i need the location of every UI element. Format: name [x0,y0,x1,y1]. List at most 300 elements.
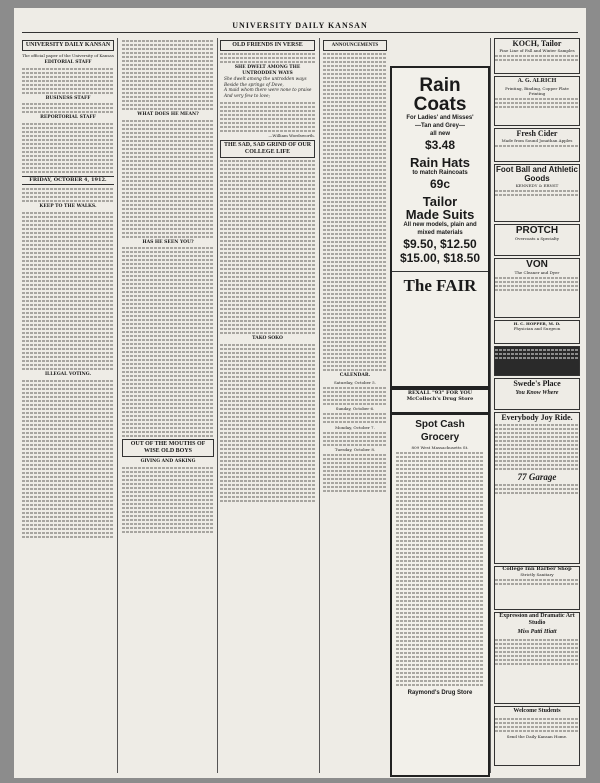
text-line [323,317,387,319]
text-line [323,157,387,159]
text-line [22,147,114,149]
text-line [122,331,214,333]
text-line [22,476,114,478]
text-line [396,576,484,578]
text-line [22,464,114,466]
text-line [22,312,114,314]
text-line [220,312,315,314]
barber-shop-ad [494,566,580,610]
text-line [323,490,387,492]
text-line [22,508,114,510]
text-line [220,476,315,478]
text-line [495,448,579,450]
text-line [220,224,315,226]
text-line [22,228,114,230]
text-line [122,156,214,158]
staff-heading: BUSINESS STAFF [45,95,91,101]
paper-subtitle: The official paper of the University of Kansas [22,53,114,58]
text-line [122,44,214,46]
text-line [495,190,579,192]
text-line [220,448,315,450]
text-line [122,228,214,230]
text-line [323,345,387,347]
ad-headline: Rain [419,75,461,96]
text-line [495,353,579,355]
protch-ad [494,224,580,256]
text-line [396,536,484,538]
text-line [220,364,315,366]
ad-text: Miss Patti Hiatt [517,629,557,635]
text-line [22,212,114,214]
text-line [122,168,214,170]
text-line [22,388,114,390]
ad-headline: Fresh Cider [516,129,558,138]
text-line [22,292,114,294]
letter-heading: HAS HE SEEN YOU? [142,239,194,245]
text-line [122,499,214,501]
text-line [122,96,214,98]
text-line [220,272,315,274]
text-line [323,261,387,263]
text-line [495,440,579,442]
text-line [122,375,214,377]
text-line [323,65,387,67]
column-divider [490,38,491,773]
text-line [220,324,315,326]
text-line [220,424,315,426]
section-subheading: GIVING AND ASKING [140,459,196,465]
text-line [323,181,387,183]
text-line [396,672,484,674]
text-line [323,357,387,359]
text-line [220,368,315,370]
text-line [122,259,214,261]
text-line [495,285,579,287]
text-line [22,452,114,454]
text-line [396,488,484,490]
text-line [122,487,214,489]
text-line [323,417,387,419]
text-line [396,508,484,510]
text-line [323,325,387,327]
text-line [495,456,579,458]
text-line [220,492,315,494]
text-line [396,600,484,602]
text-line [323,289,387,291]
text-line [323,89,387,91]
text-line [122,64,214,66]
ad-headline: College Inn Barber Shop [502,566,572,572]
text-line [220,284,315,286]
ad-headline: Foot Ball and Athletic Goods [496,165,578,183]
text-line [323,387,387,389]
text-line [323,129,387,131]
text-line [122,379,214,381]
text-line [122,220,214,222]
text-line [396,564,484,566]
text-line [220,344,315,346]
text-line [22,68,114,70]
editorial-heading: KEEP TO THE WALKS. [39,204,97,210]
text-line [220,256,315,258]
text-line [122,60,214,62]
dark-banner-ad [494,346,580,376]
text-line [220,496,315,498]
text-line [220,392,315,394]
text-line [22,123,114,125]
text-line [396,664,484,666]
text-line [122,196,214,198]
text-line [323,81,387,83]
ad-headline: Expression and Dramatic Art Studio [499,613,575,626]
text-line [220,118,315,120]
text-line [396,620,484,622]
text-line [495,59,579,61]
text-line [22,240,114,242]
text-line [323,273,387,275]
text-line [22,344,114,346]
text-line [122,144,214,146]
text-line [323,57,387,59]
text-line [495,639,579,641]
text-line [122,503,214,505]
text-line [220,110,315,112]
text-line [122,431,214,433]
text-line [396,604,484,606]
text-line [220,164,315,166]
text-line [323,209,387,211]
text-line [220,488,315,490]
page-masthead: UNIVERSITY DAILY KANSAN [232,21,368,30]
text-line [323,329,387,331]
text-line [22,340,114,342]
text-line [220,376,315,378]
text-line [220,168,315,170]
text-line [122,40,214,42]
text-line [323,193,387,195]
ad-headline: Coats [413,94,467,115]
text-line [495,730,579,732]
text-line [220,292,315,294]
text-line [220,106,315,108]
text-line [323,165,387,167]
ad-headline: PROTCH [515,225,559,236]
text-line [22,352,114,354]
text-line [22,336,114,338]
text-line [22,356,114,358]
text-line [22,107,114,109]
poem-line: She dwelt among the untrodden ways [224,77,307,83]
text-line [396,464,484,466]
text-line [396,644,484,646]
text-line [22,252,114,254]
text-line [323,361,387,363]
spot-cash-grocery-ad [390,413,490,777]
text-line [396,668,484,670]
text-line [220,304,315,306]
text-line [396,468,484,470]
text-line [122,435,214,437]
calendar-heading: CALENDAR. [339,373,371,378]
text-line [396,512,484,514]
text-line [396,532,484,534]
text-line [122,307,214,309]
text-line [122,236,214,238]
text-line [22,480,114,482]
text-line [220,444,315,446]
text-line [220,388,315,390]
calendar-day: Saturday, October 5. [334,379,376,385]
text-line [396,592,484,594]
text-line [22,324,114,326]
text-line [122,343,214,345]
text-line [122,399,214,401]
text-line [396,556,484,558]
text-line [220,352,315,354]
ad-text: Physician and Surgeon [513,326,561,331]
column-verse [220,38,315,773]
staff-heading: EDITORIAL STAFF [44,60,92,65]
text-line [323,281,387,283]
text-line [323,421,387,423]
text-line [323,241,387,243]
text-line [495,281,579,283]
text-line [22,416,114,418]
text-line [495,651,579,653]
text-line [122,48,214,50]
text-line [323,486,387,488]
text-line [495,289,579,291]
text-line [122,323,214,325]
text-line [495,492,579,494]
text-line [122,72,214,74]
text-line [323,265,387,267]
text-line [22,236,114,238]
text-line [220,440,315,442]
text-line [122,407,214,409]
text-line [122,232,214,234]
text-line [220,372,315,374]
text-line [22,308,114,310]
ad-headline: Spot Cash [415,419,465,430]
text-line [122,263,214,265]
text-line [323,205,387,207]
text-line [122,283,214,285]
text-line [220,268,315,270]
text-line [22,536,114,538]
text-line [22,171,114,173]
text-line [122,128,214,130]
text-line [220,260,315,262]
calendar-day: Sunday, October 6. [335,406,375,412]
ad-headline: A. G. ALRICH [517,78,557,84]
text-line [122,299,214,301]
ad-text: You Know Where [515,390,559,396]
text-line [22,167,114,169]
text-line [22,328,114,330]
text-line [396,516,484,518]
text-line [323,257,387,259]
text-line [220,192,315,194]
text-line [396,660,484,662]
ad-headline: Welcome Students [513,708,561,714]
ad-text: all new [429,131,450,137]
text-line [220,456,315,458]
text-line [495,718,579,720]
text-line [22,368,114,370]
text-line [323,353,387,355]
text-line [220,208,315,210]
text-line [396,480,484,482]
text-line [323,201,387,203]
text-line [396,452,484,454]
text-line [323,277,387,279]
koch-tailor-ad [494,38,580,74]
text-line [122,391,214,393]
text-line [22,532,114,534]
text-line [122,479,214,481]
text-line [122,224,214,226]
fresh-cider-ad [494,128,580,162]
text-line [22,492,114,494]
text-line [122,287,214,289]
ad-headline: Swede's Place [513,379,561,388]
text-line [220,472,315,474]
text-line [22,196,114,198]
text-line [22,468,114,470]
text-line [220,500,315,502]
text-line [22,444,114,446]
text-line [323,245,387,247]
text-line [220,248,315,250]
text-line [323,101,387,103]
ad-headline: KOCH, Tailor [512,39,562,48]
text-line [495,424,579,426]
text-line [220,348,315,350]
text-line [122,359,214,361]
text-line [396,496,484,498]
poem-title: SHE DWELT AMONG THE UNTRODDEN WAYS [234,65,301,76]
text-line [220,188,315,190]
ad-text: Made from Sound Jonathan Apples [501,138,573,143]
text-line [122,184,214,186]
text-line [22,111,114,113]
ad-price: 69c [429,177,451,191]
text-line [22,139,114,141]
text-line [122,383,214,385]
text-line [22,456,114,458]
text-line [122,100,214,102]
text-line [323,482,387,484]
text-line [22,360,114,362]
text-line [22,127,114,129]
letter-heading: WHAT DOES HE MEAN? [137,112,199,117]
text-line [22,232,114,234]
text-line [220,296,315,298]
text-line [122,319,214,321]
text-line [220,360,315,362]
text-line [22,88,114,90]
text-line [495,579,579,581]
ad-text: All new models, plain and mixed materials [403,222,477,236]
text-line [122,200,214,202]
section-heading: ANNOUNCEMENTS [323,40,387,51]
text-line [323,233,387,235]
text-line [220,180,315,182]
text-line [323,253,387,255]
text-line [122,52,214,54]
text-line [323,141,387,143]
text-line [323,121,387,123]
text-line [122,188,214,190]
text-line [122,339,214,341]
text-line [122,371,214,373]
ad-text: Printing, Binding, Copper Plate Printing [505,86,569,96]
text-line [396,472,484,474]
text-line [323,301,387,303]
text-line [495,349,579,351]
text-line [323,293,387,295]
text-line [396,500,484,502]
text-line [495,488,579,490]
text-line [22,348,114,350]
ad-text: to match Raincoats [412,170,468,176]
text-line [323,109,387,111]
text-line [22,131,114,133]
text-line [122,132,214,134]
text-line [495,583,579,585]
text-line [323,391,387,393]
text-line [122,415,214,417]
text-line [122,315,214,317]
masthead-rule [22,32,578,33]
text-line [22,520,114,522]
text-line [122,124,214,126]
text-line [220,126,315,128]
ad-headline: Everybody Joy Ride. [501,413,573,422]
text-line [22,504,114,506]
text-line [122,216,214,218]
text-line [22,392,114,394]
ad-text: KENNEDY & ERNST [515,183,559,188]
ad-headline: Grocery [420,432,460,443]
text-line [396,476,484,478]
text-line [396,520,484,522]
text-line [396,528,484,530]
text-line [396,524,484,526]
section-heading: OUT OF THE MOUTHS OF WISE OLD BOYS [122,439,214,457]
text-line [495,655,579,657]
von-cleaner-ad [494,258,580,318]
section-subheading: TAKO SOKO [252,336,283,342]
text-line [122,271,214,273]
text-line [323,197,387,199]
text-line [22,300,114,302]
text-line [220,176,315,178]
text-line [22,143,114,145]
text-line [495,428,579,430]
text-line [323,365,387,367]
text-line [396,456,484,458]
text-line [323,313,387,315]
joy-ride-ad [494,412,580,564]
text-line [396,504,484,506]
swedes-place-ad [494,378,580,410]
text-line [122,180,214,182]
text-line [323,269,387,271]
text-line [220,400,315,402]
ad-headline: Made Suits [405,207,475,222]
